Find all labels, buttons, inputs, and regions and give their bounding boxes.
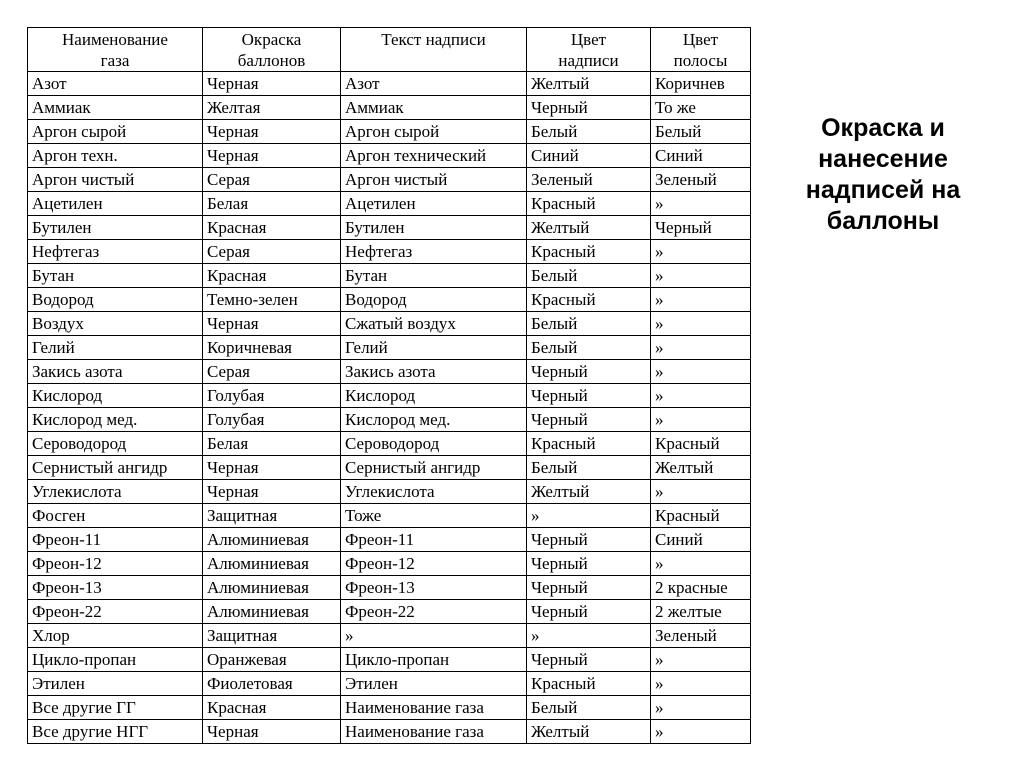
cell-gas-name: Фреон-11 <box>28 528 203 552</box>
cell-cylinder-color: Красная <box>203 216 341 240</box>
cell-inscription-color: Желтый <box>527 216 651 240</box>
cell-gas-name: Цикло-пропан <box>28 648 203 672</box>
cell-stripe-color: » <box>651 360 751 384</box>
cell-cylinder-color: Черная <box>203 120 341 144</box>
header-cylinder-color <box>203 28 341 72</box>
cell-gas-name: Нефтегаз <box>28 240 203 264</box>
cell-gas-name: Фреон-22 <box>28 600 203 624</box>
slide-title-line: нанесение <box>818 145 948 173</box>
cell-gas-name: Кислород мед. <box>28 408 203 432</box>
slide-title-line: надписей на <box>805 176 961 204</box>
cell-cylinder-color: Голубая <box>203 408 341 432</box>
cell-cylinder-color: Фиолетовая <box>203 672 341 696</box>
table-row <box>28 72 751 96</box>
table-row <box>28 648 751 672</box>
cell-stripe-color: » <box>651 408 751 432</box>
cell-stripe-color: » <box>651 672 751 696</box>
cell-inscription-color: Белый <box>527 456 651 480</box>
cell-inscription-text: Аргон чистый <box>341 168 527 192</box>
cell-gas-name: Аргон техн. <box>28 144 203 168</box>
cell-inscription-color: Красный <box>527 672 651 696</box>
cell-inscription-color: Красный <box>527 192 651 216</box>
cell-gas-name: Воздух <box>28 312 203 336</box>
slide-title-line: Окраска и <box>821 114 945 142</box>
header-inscription-color <box>527 28 651 72</box>
cell-gas-name: Все другие НГГ <box>28 720 203 744</box>
cell-stripe-color: 2 желтые <box>651 600 751 624</box>
cell-inscription-color: Красный <box>527 240 651 264</box>
cell-stripe-color: » <box>651 480 751 504</box>
cell-inscription-text: Бутилен <box>341 216 527 240</box>
slide-title-line: баллоны <box>826 207 940 235</box>
cell-gas-name: Хлор <box>28 624 203 648</box>
cell-cylinder-color: Красная <box>203 264 341 288</box>
cell-inscription-text: Закись азота <box>341 360 527 384</box>
cell-cylinder-color: Оранжевая <box>203 648 341 672</box>
cell-stripe-color: Черный <box>651 216 751 240</box>
header-line: газа <box>100 51 130 70</box>
cell-gas-name: Водород <box>28 288 203 312</box>
header-line: Цвет <box>682 30 719 49</box>
table-row <box>28 408 751 432</box>
cell-cylinder-color: Желтая <box>203 96 341 120</box>
cell-stripe-color: Желтый <box>651 456 751 480</box>
cell-inscription-text: Сернистый ангидр <box>341 456 527 480</box>
cell-cylinder-color: Красная <box>203 696 341 720</box>
cell-stripe-color: Красный <box>651 432 751 456</box>
cell-stripe-color: » <box>651 240 751 264</box>
table-row <box>28 168 751 192</box>
cell-inscription-text: Фреон-22 <box>341 600 527 624</box>
header-inscription-text <box>341 28 527 72</box>
cell-stripe-color: » <box>651 264 751 288</box>
cell-inscription-text: Кислород мед. <box>341 408 527 432</box>
cell-inscription-text: Сжатый воздух <box>341 312 527 336</box>
cell-cylinder-color: Алюминиевая <box>203 552 341 576</box>
cell-cylinder-color: Черная <box>203 480 341 504</box>
table-row <box>28 432 751 456</box>
table-row <box>28 720 751 744</box>
cell-cylinder-color: Черная <box>203 144 341 168</box>
cell-inscription-color: Красный <box>527 288 651 312</box>
cell-inscription-text: Фреон-13 <box>341 576 527 600</box>
gas-cylinder-table <box>27 27 751 744</box>
header-line: Окраска <box>241 30 302 49</box>
table-row <box>28 384 751 408</box>
cell-gas-name: Фосген <box>28 504 203 528</box>
table-row <box>28 312 751 336</box>
table-row <box>28 216 751 240</box>
cell-gas-name: Углекислота <box>28 480 203 504</box>
cell-inscription-text: Аммиак <box>341 96 527 120</box>
cell-cylinder-color: Алюминиевая <box>203 528 341 552</box>
cell-inscription-text: Азот <box>341 72 527 96</box>
header-line: Текст надписи <box>381 30 486 49</box>
cell-inscription-color: Белый <box>527 696 651 720</box>
cell-inscription-color: Черный <box>527 576 651 600</box>
cell-inscription-text: Нефтегаз <box>341 240 527 264</box>
table-row <box>28 672 751 696</box>
cell-inscription-color: Белый <box>527 336 651 360</box>
cell-inscription-color: Желтый <box>527 72 651 96</box>
cell-inscription-color: Белый <box>527 120 651 144</box>
cell-cylinder-color: Серая <box>203 240 341 264</box>
cell-inscription-text: Ацетилен <box>341 192 527 216</box>
cell-stripe-color: » <box>651 552 751 576</box>
cell-cylinder-color: Черная <box>203 456 341 480</box>
cell-inscription-color: Черный <box>527 552 651 576</box>
cell-inscription-text: Цикло-пропан <box>341 648 527 672</box>
table-row <box>28 120 751 144</box>
gas-cylinder-table-container <box>27 27 750 744</box>
cell-inscription-text: Углекислота <box>341 480 527 504</box>
cell-inscription-color: » <box>527 624 651 648</box>
table-row <box>28 600 751 624</box>
table-row <box>28 480 751 504</box>
cell-inscription-text: Аргон сырой <box>341 120 527 144</box>
cell-gas-name: Бутан <box>28 264 203 288</box>
cell-cylinder-color: Черная <box>203 312 341 336</box>
header-line: баллонов <box>237 51 306 70</box>
cell-inscription-color: Черный <box>527 96 651 120</box>
cell-gas-name: Этилен <box>28 672 203 696</box>
cell-inscription-text: Этилен <box>341 672 527 696</box>
cell-gas-name: Закись азота <box>28 360 203 384</box>
cell-stripe-color: Зеленый <box>651 168 751 192</box>
cell-inscription-color: Черный <box>527 408 651 432</box>
cell-stripe-color: 2 красные <box>651 576 751 600</box>
cell-cylinder-color: Черная <box>203 720 341 744</box>
cell-inscription-text: Наименование газа <box>341 720 527 744</box>
cell-inscription-text: Водород <box>341 288 527 312</box>
cell-gas-name: Кислород <box>28 384 203 408</box>
cell-inscription-color: Желтый <box>527 480 651 504</box>
cell-stripe-color: То же <box>651 96 751 120</box>
cell-inscription-color: Черный <box>527 528 651 552</box>
cell-inscription-text: Гелий <box>341 336 527 360</box>
cell-stripe-color: » <box>651 720 751 744</box>
cell-inscription-color: Черный <box>527 384 651 408</box>
cell-cylinder-color: Защитная <box>203 504 341 528</box>
cell-inscription-text: » <box>341 624 527 648</box>
cell-stripe-color: Коричнев <box>651 72 751 96</box>
table-row <box>28 288 751 312</box>
cell-cylinder-color: Защитная <box>203 624 341 648</box>
cell-gas-name: Фреон-12 <box>28 552 203 576</box>
table-row <box>28 576 751 600</box>
header-line: полосы <box>673 51 728 70</box>
cell-stripe-color: Красный <box>651 504 751 528</box>
table-header-row <box>28 28 751 72</box>
header-line: Цвет <box>570 30 607 49</box>
cell-inscription-color: Белый <box>527 264 651 288</box>
cell-gas-name: Азот <box>28 72 203 96</box>
cell-stripe-color: » <box>651 648 751 672</box>
cell-inscription-color: Черный <box>527 360 651 384</box>
cell-gas-name: Гелий <box>28 336 203 360</box>
cell-inscription-text: Фреон-11 <box>341 528 527 552</box>
cell-cylinder-color: Алюминиевая <box>203 576 341 600</box>
cell-gas-name: Фреон-13 <box>28 576 203 600</box>
cell-gas-name: Аммиак <box>28 96 203 120</box>
cell-inscription-color: » <box>527 504 651 528</box>
cell-cylinder-color: Темно-зелен <box>203 288 341 312</box>
cell-cylinder-color: Голубая <box>203 384 341 408</box>
table-row <box>28 552 751 576</box>
cell-gas-name: Все другие ГГ <box>28 696 203 720</box>
cell-stripe-color: Зеленый <box>651 624 751 648</box>
table-row <box>28 96 751 120</box>
cell-inscription-text: Бутан <box>341 264 527 288</box>
cell-cylinder-color: Черная <box>203 72 341 96</box>
cell-cylinder-color: Коричневая <box>203 336 341 360</box>
cell-cylinder-color: Белая <box>203 192 341 216</box>
table-row <box>28 696 751 720</box>
cell-stripe-color: » <box>651 696 751 720</box>
table-row <box>28 456 751 480</box>
table-row <box>28 336 751 360</box>
cell-inscription-text: Фреон-12 <box>341 552 527 576</box>
cell-stripe-color: Белый <box>651 120 751 144</box>
cell-inscription-color: Красный <box>527 432 651 456</box>
cell-inscription-color: Зеленый <box>527 168 651 192</box>
cell-gas-name: Аргон чистый <box>28 168 203 192</box>
cell-stripe-color: » <box>651 336 751 360</box>
cell-inscription-color: Синий <box>527 144 651 168</box>
cell-stripe-color: Синий <box>651 528 751 552</box>
table-row <box>28 528 751 552</box>
cell-stripe-color: » <box>651 312 751 336</box>
header-gas-name <box>28 28 203 72</box>
cell-inscription-text: Кислород <box>341 384 527 408</box>
cell-inscription-color: Белый <box>527 312 651 336</box>
cell-inscription-text: Сероводород <box>341 432 527 456</box>
cell-gas-name: Сероводород <box>28 432 203 456</box>
cell-stripe-color: » <box>651 288 751 312</box>
table-row <box>28 624 751 648</box>
header-line: Наименование <box>62 30 168 49</box>
header-stripe-color <box>651 28 751 72</box>
cell-inscription-text: Наименование газа <box>341 696 527 720</box>
cell-cylinder-color: Серая <box>203 360 341 384</box>
cell-gas-name: Аргон сырой <box>28 120 203 144</box>
cell-inscription-text: Аргон технический <box>341 144 527 168</box>
table-row <box>28 264 751 288</box>
cell-gas-name: Ацетилен <box>28 192 203 216</box>
cell-gas-name: Сернистый ангидр <box>28 456 203 480</box>
table-row <box>28 360 751 384</box>
cell-inscription-text: Тоже <box>341 504 527 528</box>
cell-inscription-color: Черный <box>527 648 651 672</box>
table-row <box>28 504 751 528</box>
table-row <box>28 240 751 264</box>
cell-gas-name: Бутилен <box>28 216 203 240</box>
cell-stripe-color: » <box>651 384 751 408</box>
header-line: надписи <box>558 51 619 70</box>
table-body <box>28 72 751 744</box>
cell-cylinder-color: Алюминиевая <box>203 600 341 624</box>
cell-inscription-color: Желтый <box>527 720 651 744</box>
cell-cylinder-color: Белая <box>203 432 341 456</box>
table-row <box>28 144 751 168</box>
cell-stripe-color: Синий <box>651 144 751 168</box>
table-row <box>28 192 751 216</box>
cell-cylinder-color: Серая <box>203 168 341 192</box>
slide-title <box>772 113 994 237</box>
cell-inscription-color: Черный <box>527 600 651 624</box>
cell-stripe-color: » <box>651 192 751 216</box>
